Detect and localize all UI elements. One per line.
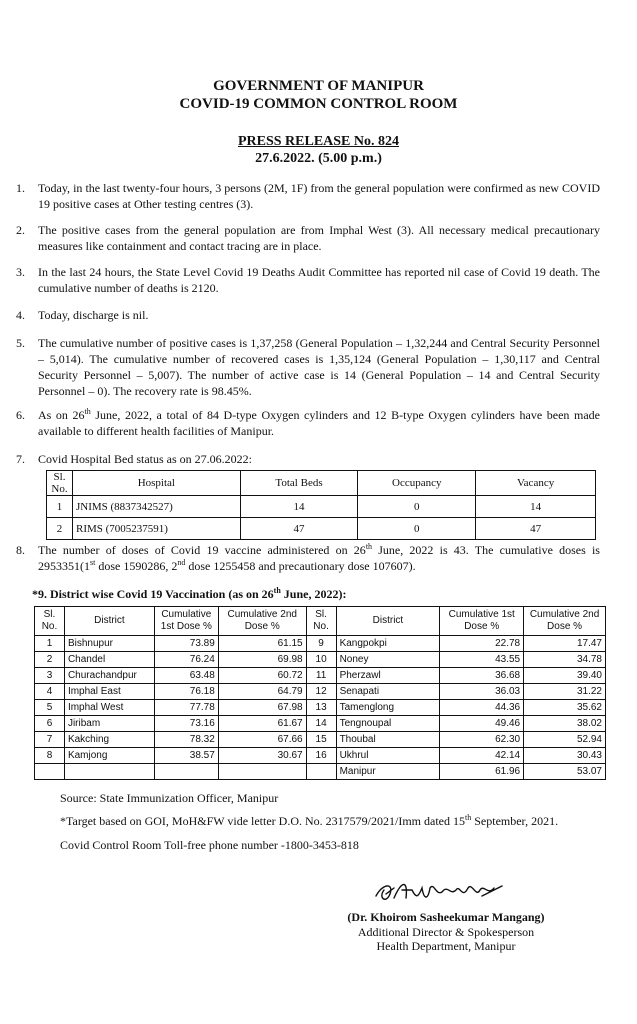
table-cell [154,764,218,780]
table-cell: Chandel [64,652,154,668]
table-cell: 1 [35,636,65,652]
table-row [35,732,606,748]
table-row [35,652,606,668]
total-row [35,764,606,780]
table-cell: 61.96 [440,764,524,780]
table-cell: Manipur [336,764,440,780]
col-header: Cumulative 2nd Dose % [218,607,306,636]
table-cell: 2 [47,518,73,540]
vaccination-heading: *9. District wise Covid 19 Vaccination (as on 26th June, 2022): [32,586,347,601]
table-cell: 13 [306,700,336,716]
signatory-title: Additional Director & Spokesperson [357,925,535,939]
tollfree-number: Covid Control Room Toll-free phone number -1800-3453-818 [60,838,359,852]
source-note: Source: State Immunization Officer, Manipur [60,791,279,805]
table-cell: 47 [476,518,596,540]
table-cell: 15 [306,732,336,748]
table-cell: Churachandpur [64,668,154,684]
bed-status-table [46,470,596,540]
table-row [35,700,606,716]
table-cell: 49.46 [440,716,524,732]
table-cell: 61.67 [218,716,306,732]
table-cell: 10 [306,652,336,668]
col-header: District [64,607,154,636]
paragraph-1: 1. Today, in the last twenty-four hours, 3 persons (2M, 1F) from the general population were confirmed as new COVID 19 positive cases at Other testing centres (3). [16,181,600,211]
table-cell: 38.57 [154,748,218,764]
col-header: District [336,607,440,636]
table-cell: Imphal East [64,684,154,700]
table-cell: RIMS (7005237591) [72,518,240,540]
table-cell: 69.98 [218,652,306,668]
paragraph-2: 2. The positive cases from the general population are from Imphal West (3). All necessary medical precautionary measures like containment and contact tracing are in place. [16,223,600,253]
table-cell: 64.79 [218,684,306,700]
table-cell: 2 [35,652,65,668]
table-cell: 43.55 [440,652,524,668]
table-cell: 30.67 [218,748,306,764]
table-cell: 3 [35,668,65,684]
table-cell: 67.66 [218,732,306,748]
table-cell: 73.16 [154,716,218,732]
table-cell: 16 [306,748,336,764]
table-cell: 14 [240,496,358,518]
paragraph-8: 8. The number of doses of Covid 19 vaccine administered on 26th June, 2022 is 43. The cumulative doses is 2953351(1st dose 1590286, 2nd dose 1255458 and precautionary dose 107607). [16,542,600,573]
table-cell [64,764,154,780]
table-cell: 44.36 [440,700,524,716]
handwritten-signature [372,874,522,908]
table-cell: 35.62 [524,700,606,716]
table-cell: 39.40 [524,668,606,684]
table-cell: 11 [306,668,336,684]
table-cell: Tengnoupal [336,716,440,732]
bed-table-header [47,471,596,496]
table-cell: 38.02 [524,716,606,732]
table-cell: 31.22 [524,684,606,700]
table-row [35,748,606,764]
table-cell: 17.47 [524,636,606,652]
bed-status-heading: 7. Covid Hospital Bed status as on 27.06.2022: [16,452,252,466]
table-cell: 9 [306,636,336,652]
table-row [35,684,606,700]
signatory-name: (Dr. Khoirom Sasheekumar Mangang) [347,910,545,924]
table-cell: 78.32 [154,732,218,748]
table-cell: 73.89 [154,636,218,652]
paragraph-3: 3. In the last 24 hours, the State Level Covid 19 Deaths Audit Committee has reported nil case of Covid 19 death. The cumulative number of deaths is 2120. [16,265,600,295]
table-cell: 0 [358,518,476,540]
table-cell: 8 [35,748,65,764]
table-cell: 1 [47,496,73,518]
table-row [35,716,606,732]
table-cell: 47 [240,518,358,540]
table-cell: 6 [35,716,65,732]
table-cell: 22.78 [440,636,524,652]
table-cell: 36.03 [440,684,524,700]
govt-title: GOVERNMENT OF MANIPUR [213,78,424,94]
col-header: Sl. No. [306,607,336,636]
table-cell: 53.07 [524,764,606,780]
table-cell: 7 [35,732,65,748]
table-cell [306,764,336,780]
table-cell: Noney [336,652,440,668]
table-cell: Bishnupur [64,636,154,652]
table-cell [218,764,306,780]
table-cell: Jiribam [64,716,154,732]
table-cell: 14 [306,716,336,732]
table-cell: 62.30 [440,732,524,748]
col-header: Occupancy [358,471,476,496]
table-cell: 52.94 [524,732,606,748]
table-row [35,636,606,652]
table-cell: 76.24 [154,652,218,668]
col-header: Total Beds [240,471,358,496]
table-cell: 34.78 [524,652,606,668]
table-cell: 61.15 [218,636,306,652]
press-release-number: PRESS RELEASE No. 824 [237,134,400,149]
table-cell: Kangpokpi [336,636,440,652]
col-header: Sl. No. [47,471,73,496]
release-date: 27.6.2022. (5.00 p.m.) [255,151,382,166]
paragraph-6: 6. As on 26th June, 2022, a total of 84 D-type Oxygen cylinders and 12 B-type Oxygen cylinders have been made available to different health facilities of Manipur. [16,407,601,438]
target-note: *Target based on GOI, MoH&FW vide letter D.O. No. 2317579/2021/Imm dated 15th September, 2021. [60,813,559,828]
paragraph-4: 4. Today, discharge is nil. [16,308,149,322]
table-cell: 63.48 [154,668,218,684]
col-header: Cumulative 1st Dose % [440,607,524,636]
table-cell: Kakching [64,732,154,748]
col-header: Vacancy [476,471,596,496]
table-cell: 12 [306,684,336,700]
table-cell: JNIMS (8837342527) [72,496,240,518]
col-header: Cumulative 1st Dose % [154,607,218,636]
table-row [35,668,606,684]
col-header: Cumulative 2nd Dose % [524,607,606,636]
table-cell: Senapati [336,684,440,700]
table-cell: 4 [35,684,65,700]
vaccination-table-header [35,607,606,636]
table-cell [35,764,65,780]
table-cell: Imphal West [64,700,154,716]
control-room-title: COVID-19 COMMON CONTROL ROOM [179,96,458,112]
table-cell: 76.18 [154,684,218,700]
table-cell: 0 [358,496,476,518]
table-cell: 42.14 [440,748,524,764]
signatory-department: Health Department, Manipur [376,939,516,953]
col-header: Sl. No. [35,607,65,636]
paragraph-5: 5. The cumulative number of positive cases is 1,37,258 (General Population – 1,32,244 and Central Security Personnel – 5,014). The cumulative number of recovered cases is 1,35,124 (General Population – 1,30,117 and Central Security Personnel – 5,007). The number of active case is 14 (General Population – 14 and Central Security Personnel – 0). The recovery rate is 98.45%. [16,336,600,398]
table-cell: 14 [476,496,596,518]
table-cell: Kamjong [64,748,154,764]
table-cell: Ukhrul [336,748,440,764]
table-cell: Thoubal [336,732,440,748]
table-cell: Pherzawl [336,668,440,684]
table-row [47,518,596,540]
table-cell: 5 [35,700,65,716]
table-cell: 36.68 [440,668,524,684]
table-cell: Tamenglong [336,700,440,716]
table-cell: 67.98 [218,700,306,716]
col-header: Hospital [72,471,240,496]
vaccination-table [34,606,606,780]
table-cell: 77.78 [154,700,218,716]
table-cell: 60.72 [218,668,306,684]
table-cell: 30.43 [524,748,606,764]
table-row [47,496,596,518]
